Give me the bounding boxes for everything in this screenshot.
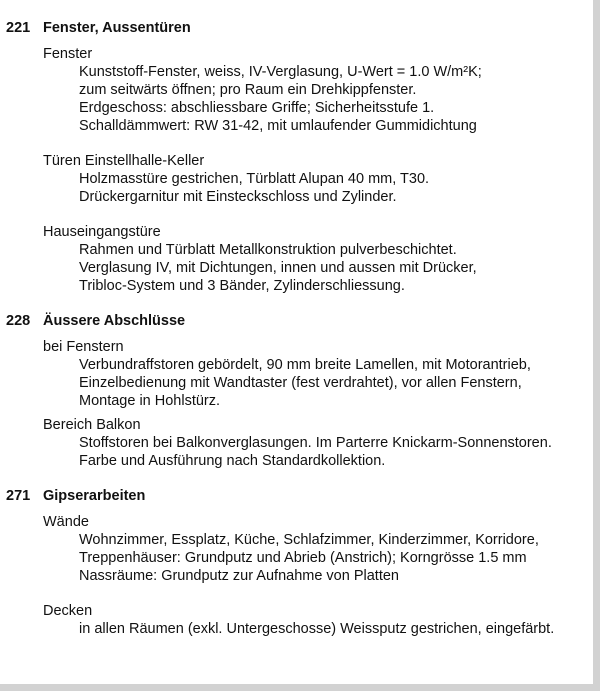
- text-line: Erdgeschoss: abschliessbare Griffe; Sicherheitsstufe 1.: [79, 100, 435, 116]
- section-heading: [6, 19, 593, 37]
- section-number: 228: [6, 313, 31, 329]
- text-line: Verglasung IV, mit Dichtungen, innen und aussen mit Drücker,: [79, 260, 477, 276]
- text-line: Kunststoff-Fenster, weiss, IV-Verglasung, U-Wert = 1.0 W/m²K;: [79, 64, 482, 80]
- section-heading: [6, 312, 593, 330]
- subsection-waende: [43, 513, 593, 585]
- text-line: Stoffstoren bei Balkonverglasungen. Im Parterre Knickarm-Sonnenstoren.: [79, 435, 552, 451]
- text-line: Verbundraffstoren gebördelt, 90 mm breite Lamellen, mit Motorantrieb,: [79, 357, 531, 373]
- subsection-title: Fenster: [43, 46, 93, 62]
- text-line: Einzelbedienung mit Wandtaster (fest verdrahtet), vor allen Fenstern,: [79, 375, 522, 391]
- subsection-hauseingangstuere: [43, 223, 593, 295]
- subsection-title: Hauseingangstüre: [43, 224, 161, 240]
- text-line: Wohnzimmer, Essplatz, Küche, Schlafzimmer, Kinderzimmer, Korridore,: [79, 532, 539, 548]
- subsection-fenster: [43, 45, 593, 135]
- subsection-tueren-einstellhalle: [43, 152, 593, 206]
- text-line: in allen Räumen (exkl. Untergeschosse) Weissputz gestrichen, eingefärbt.: [79, 621, 555, 637]
- text-line: Schalldämmwert: RW 31-42, mit umlaufender Gummidichtung: [79, 118, 477, 134]
- section-heading: [6, 487, 593, 505]
- section-title: Äussere Abschlüsse: [43, 313, 186, 329]
- text-line: Tribloc-System und 3 Bänder, Zylinderschliessung.: [79, 278, 405, 294]
- text-line: Nassräume: Grundputz zur Aufnahme von Platten: [79, 568, 399, 584]
- text-line: Treppenhäuser: Grundputz und Abrieb (Anstrich); Korngrösse 1.5 mm: [79, 550, 527, 566]
- text-line: Rahmen und Türblatt Metallkonstruktion pulverbeschichtet.: [79, 242, 457, 258]
- text-line: zum seitwärts öffnen; pro Raum ein Drehkippfenster.: [79, 82, 417, 98]
- section-title: Fenster, Aussentüren: [43, 20, 191, 36]
- section-title: Gipserarbeiten: [43, 488, 146, 504]
- section-228: [6, 312, 593, 470]
- section-number: 221: [6, 20, 31, 36]
- subsection-bereich-balkon: [43, 416, 593, 470]
- section-221: [6, 19, 593, 295]
- text-line: Holzmasstüre gestrichen, Türblatt Alupan 40 mm, T30.: [79, 171, 430, 187]
- section-number: 271: [6, 488, 31, 504]
- subsection-title: bei Fenstern: [43, 339, 124, 355]
- subsection-bei-fenstern: [43, 338, 593, 410]
- subsection-title: Wände: [43, 514, 89, 530]
- section-271: [6, 487, 593, 638]
- subsection-title: Bereich Balkon: [43, 417, 141, 433]
- subsection-title: Decken: [43, 603, 93, 619]
- subsection-title: Türen Einstellhalle-Keller: [43, 153, 205, 169]
- text-line: Farbe und Ausführung nach Standardkollektion.: [79, 453, 386, 469]
- text-line: Montage in Hohlstürz.: [79, 393, 221, 409]
- text-line: Drückergarnitur mit Einsteckschloss und Zylinder.: [79, 189, 397, 205]
- subsection-decken: [43, 602, 593, 638]
